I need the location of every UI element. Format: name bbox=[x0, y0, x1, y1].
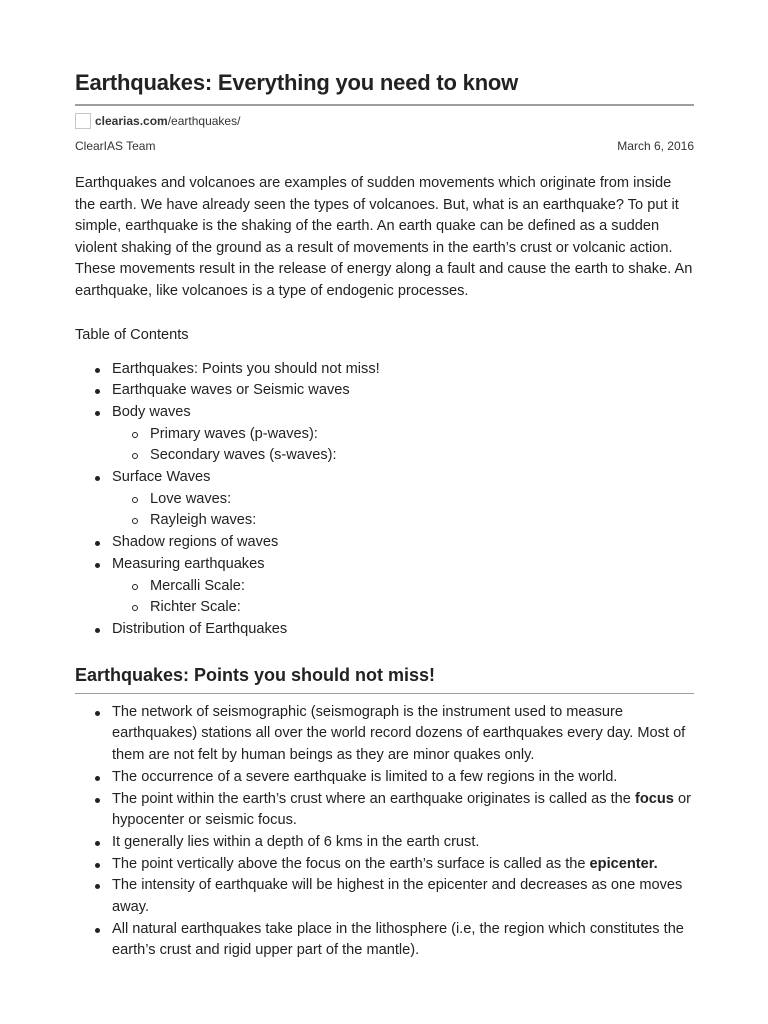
toc-subitem[interactable] bbox=[112, 445, 694, 467]
toc-subitem[interactable] bbox=[112, 510, 694, 532]
epicenter-term: epicenter. bbox=[589, 855, 658, 872]
list-item bbox=[75, 832, 694, 854]
source-path[interactable]: /earthquakes/ bbox=[167, 114, 241, 128]
toc-item[interactable] bbox=[75, 532, 694, 554]
toc-link[interactable]: Secondary waves (s-waves): bbox=[150, 447, 337, 464]
toc-link[interactable]: Surface Waves bbox=[112, 469, 211, 486]
publish-date: March 6, 2016 bbox=[617, 139, 694, 153]
toc-item[interactable] bbox=[75, 467, 694, 532]
toc-link[interactable]: Primary waves (p-waves): bbox=[150, 425, 318, 442]
toc-title: Table of Contents bbox=[75, 326, 189, 343]
table-of-contents bbox=[75, 359, 694, 641]
toc-link[interactable]: Distribution of Earthquakes bbox=[112, 621, 288, 637]
toc-link[interactable]: Mercalli Scale: bbox=[150, 577, 245, 594]
toc-link[interactable]: Shadow regions of waves bbox=[112, 534, 279, 551]
toc-item[interactable] bbox=[75, 619, 694, 641]
toc-link[interactable]: Rayleigh waves: bbox=[150, 512, 257, 529]
toc-item[interactable] bbox=[75, 359, 694, 381]
toc-link[interactable]: Love waves: bbox=[150, 490, 232, 507]
toc-link[interactable]: Richter Scale: bbox=[150, 599, 241, 616]
toc-subitem[interactable] bbox=[112, 576, 694, 598]
point-text: The network of seismographic (seismograph is the instrument used to measure earthquakes) stations all over the world record dozens of earthquakes every day. Most of them are not felt by human beings as they are minor quakes only. bbox=[112, 703, 686, 764]
toc-item[interactable] bbox=[75, 554, 694, 619]
toc-link[interactable]: Earthquakes: Points you should not miss! bbox=[112, 360, 380, 377]
point-text: The point vertically above the focus on the earth’s surface is called as the bbox=[112, 855, 590, 872]
point-text: The occurrence of a severe earthquake is limited to a few regions in the world. bbox=[112, 768, 618, 785]
toc-sublist bbox=[112, 424, 694, 467]
toc-link[interactable]: Body waves bbox=[112, 403, 191, 420]
section-heading: Earthquakes: Points you should not miss! bbox=[75, 665, 694, 694]
list-item bbox=[75, 702, 694, 767]
list-item bbox=[75, 854, 694, 876]
focus-term: focus bbox=[634, 790, 674, 807]
source-line[interactable] bbox=[75, 113, 694, 129]
point-text: All natural earthquakes take place in the lithosphere (i.e, the region which constitutes the earth’s crust and rigid upper part of the mantle). bbox=[112, 920, 684, 959]
toc-sublist bbox=[112, 489, 694, 532]
author: ClearIAS Team bbox=[75, 139, 156, 153]
list-item bbox=[75, 875, 694, 918]
point-text: The intensity of earthquake will be highest in the epicenter and decreases as one moves away. bbox=[112, 877, 683, 916]
article-meta bbox=[75, 139, 694, 153]
point-text: It generally lies within a depth of 6 kms in the earth crust. bbox=[112, 833, 480, 850]
toc-item[interactable] bbox=[75, 402, 694, 467]
list-item bbox=[75, 789, 694, 832]
toc-item[interactable] bbox=[75, 380, 694, 402]
toc-sublist bbox=[112, 576, 694, 619]
toc-subitem[interactable] bbox=[112, 424, 694, 446]
point-text: or hypocenter or seismic focus. bbox=[112, 790, 691, 829]
toc-link[interactable]: Measuring earthquakes bbox=[112, 555, 265, 572]
toc-link[interactable]: Earthquake waves or Seismic waves bbox=[112, 382, 350, 399]
intro-paragraph: Earthquakes and volcanoes are examples of sudden movements which originate from inside the earth. We have already seen the types of volcanoes. But, what is an earthquake? To put it simple, earthquake is the shaking of the earth. An earth quake can be defined as a sudden violent shaking of the ground as a result of movements in the earth’s crust or volcanic action. These movements result in the release of energy along a fault and cause the earth to shake. An earthquake, like volcanoes is a type of endogenic processes. bbox=[75, 175, 693, 299]
toc-subitem[interactable] bbox=[112, 597, 694, 619]
article bbox=[75, 70, 694, 962]
list-item bbox=[75, 767, 694, 789]
source-domain[interactable]: clearias.com bbox=[95, 114, 168, 128]
article-title: Earthquakes: Everything you need to know bbox=[75, 70, 694, 106]
key-points-list bbox=[75, 702, 694, 962]
list-item bbox=[75, 919, 694, 962]
point-text: The point within the earth’s crust where an earthquake originates is called as the bbox=[112, 790, 635, 807]
toc-subitem[interactable] bbox=[112, 489, 694, 511]
favicon-icon bbox=[75, 113, 91, 129]
